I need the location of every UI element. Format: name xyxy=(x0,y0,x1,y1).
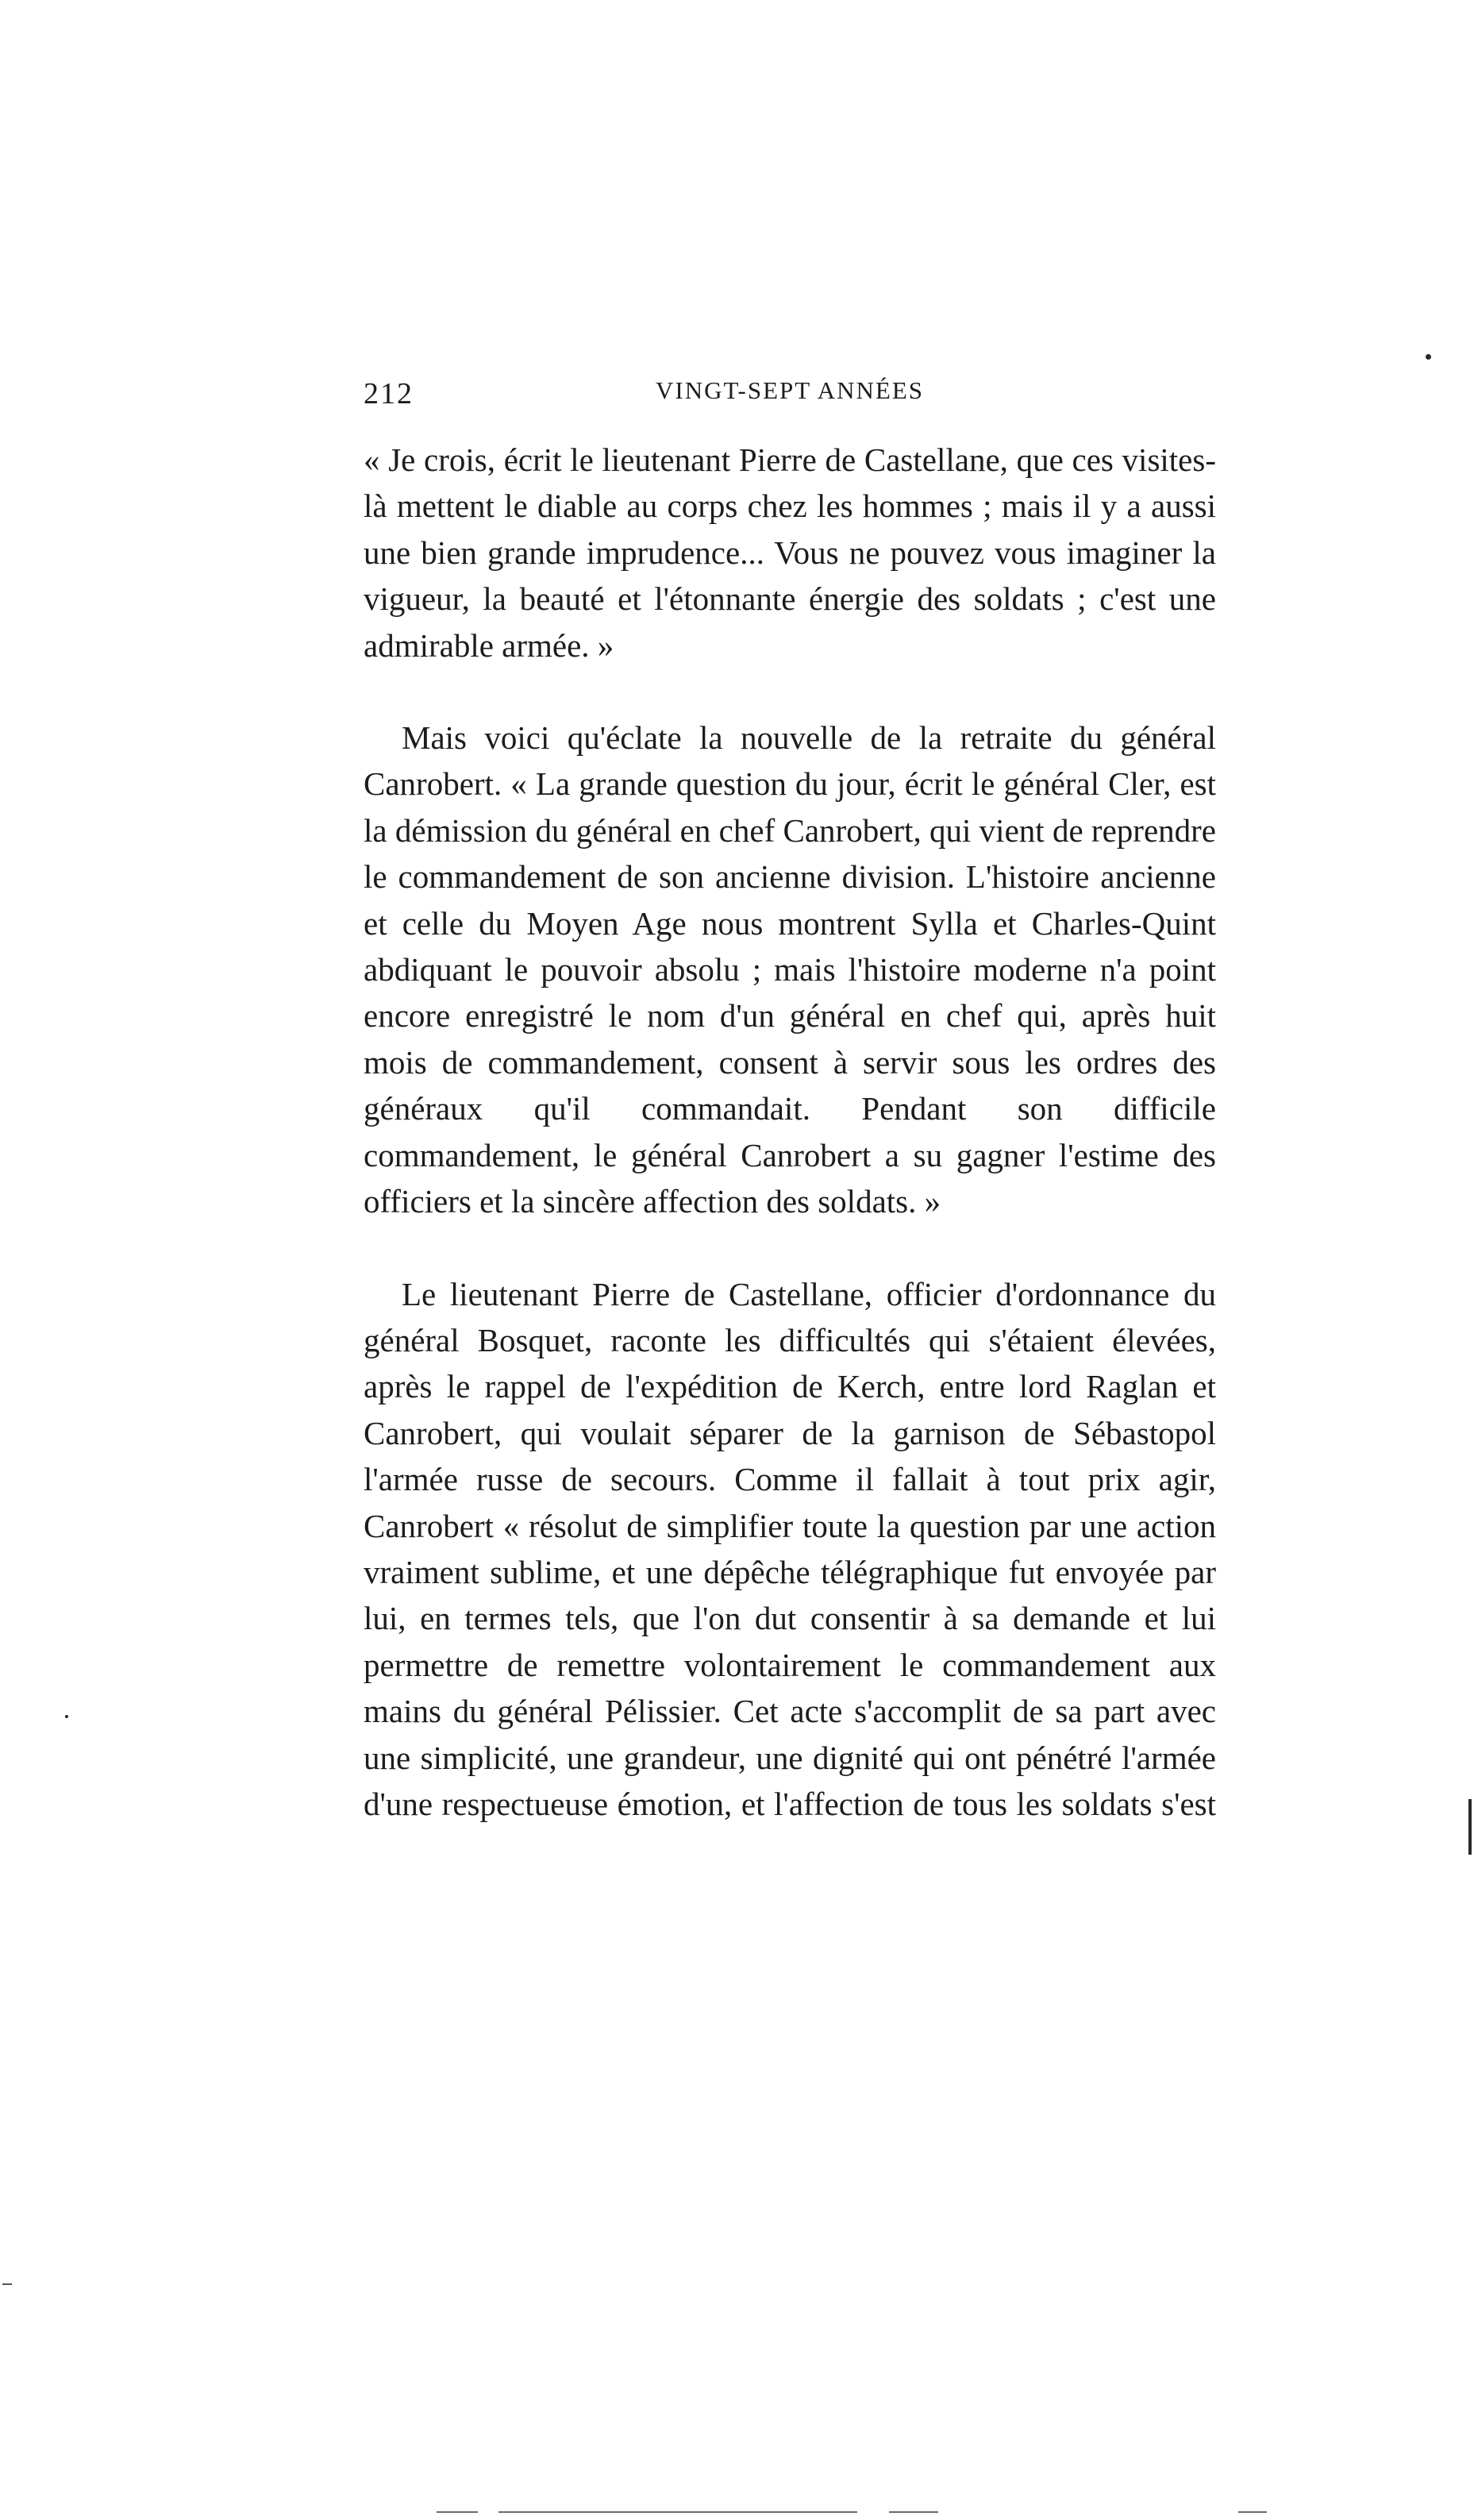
running-title: VINGT-SEPT ANNÉES xyxy=(655,376,924,404)
paragraph-canrobert-retraite: Mais voici qu'éclate la nouvelle de la retraite du général Canrobert. « La grande question du jour, écrit le général Cler, est la démission du général en chef Canrobert, qui vient de reprendre le commandement de son ancienne division. L'histoire ancienne et celle du Moyen Age nous montrent Sylla et Charles-Quint abdiquant le pouvoir absolu ; mais l'histoire moderne n'a point encore enregistré le nom d'un général en chef qui, après huit mois de commandement, consent à servir sous les ordres des généraux qu'il commandait. Pendant son difficile commandement, le général Canrobert a su gagner l'estime des officiers et la sincère affection des soldats. » xyxy=(364,719,1216,1220)
scan-speck xyxy=(65,1715,68,1718)
running-head xyxy=(364,370,1216,418)
scan-speck xyxy=(1426,354,1431,360)
paragraph-quote-castellane: « Je crois, écrit le lieutenant Pierre de Castellane, que ces visites-là mettent le diable au corps chez les hommes ; mais il y a aussi une bien grande imprudence... Vous ne pouvez vous imaginer la vigueur, la beauté et l'étonnante énergie des soldats ; c'est une admirable armée. » xyxy=(364,441,1216,664)
bottom-rule xyxy=(1238,2511,1267,2513)
body-text xyxy=(364,437,1216,1827)
scan-edge-mark xyxy=(2,2283,12,2285)
page-number: 212 xyxy=(364,377,414,410)
bottom-rule xyxy=(437,2511,478,2513)
paragraph-spacer xyxy=(364,1225,1216,1271)
paragraph-spacer xyxy=(364,669,1216,715)
paragraph-castellane-recit: Le lieutenant Pierre de Castellane, officier d'ordonnance du général Bosquet, raconte les difficultés qui s'étaient élevées, après le rappel de l'expédition de Kerch, entre lord Raglan et Canrobert, qui voulait séparer de la garnison de Sébastopol l'armée russe de secours. Comme il fallait à tout prix agir, Canrobert « résolut de simplifier toute la question par une action vraiment sublime, et une dépêche télégraphique fut envoyée par lui, en termes tels, que l'on dut consentir à sa demande et lui permettre de remettre volontairement le commandement aux mains du général Pélissier. Cet acte s'accomplit de sa part avec une simplicité, une grandeur, une dignité qui ont pénétré l'armée d'une respectueuse émotion, et l'affection de tous les soldats s'est xyxy=(364,1275,1216,1822)
scan-edge-mark xyxy=(1468,1799,1472,1855)
bottom-rule xyxy=(498,2511,857,2513)
bottom-rule xyxy=(889,2511,938,2513)
